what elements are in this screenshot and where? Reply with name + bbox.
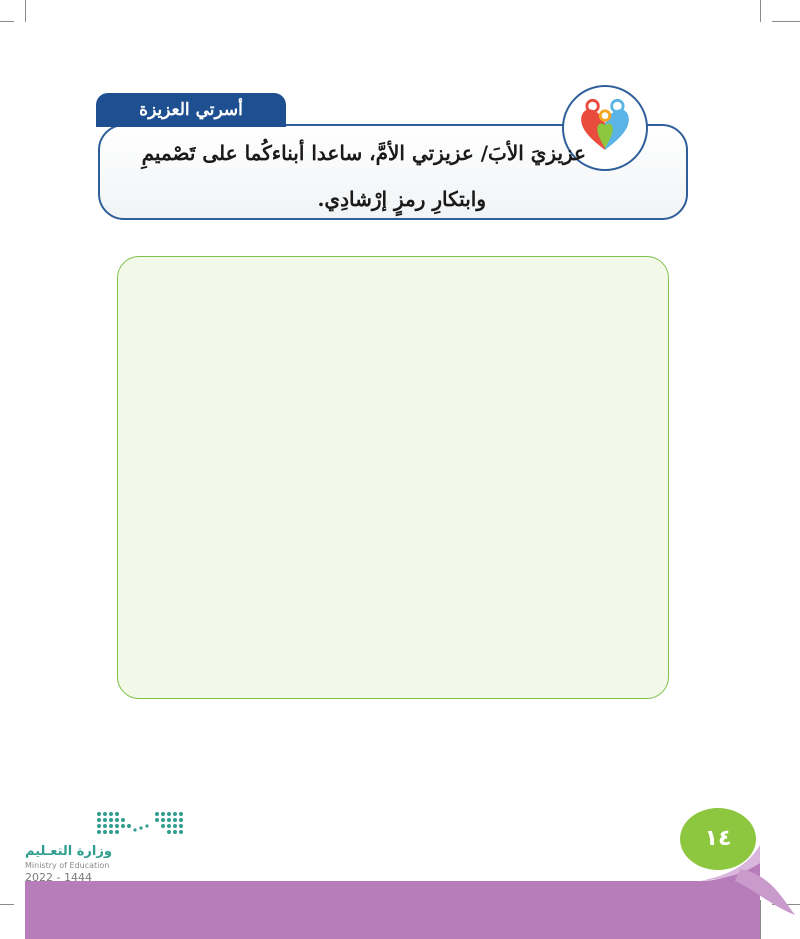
drawing-area[interactable] bbox=[117, 256, 669, 699]
crop-mark bbox=[0, 21, 14, 22]
instruction-line-1: عزيزيَ الأبَ/ عزيزتي الأمَّ، ساعدا أبناءكُما على تَصْميمِ bbox=[141, 141, 586, 165]
ministry-name-english: Ministry of Education bbox=[25, 861, 110, 870]
ministry-year: 2022 - 1444 bbox=[25, 871, 92, 884]
instruction-line-2: وابتكارِ رمزٍ إرْشادِي. bbox=[317, 187, 486, 211]
page-number-badge: ١٤ bbox=[680, 808, 756, 870]
crop-mark bbox=[772, 21, 800, 22]
crop-mark bbox=[760, 0, 761, 22]
family-tab-title: أسرتي العزيزة bbox=[96, 93, 286, 127]
family-instruction-text bbox=[118, 130, 586, 222]
ministry-name-arabic: وزارة التعـليم bbox=[25, 844, 112, 859]
bottom-band bbox=[0, 835, 800, 939]
crop-mark bbox=[25, 0, 26, 22]
